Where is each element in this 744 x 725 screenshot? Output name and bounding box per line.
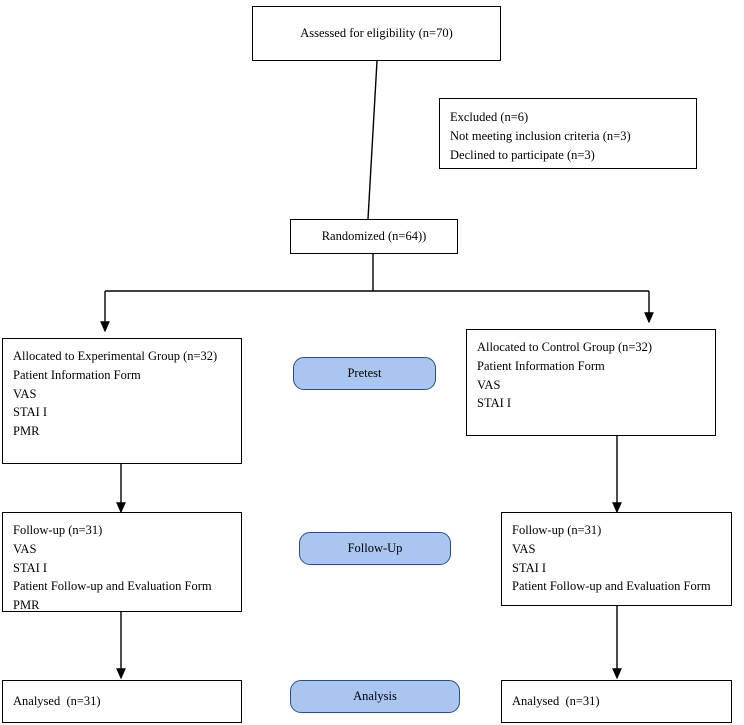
node-experimental-followup-line-0: Follow-up (n=31)	[13, 523, 103, 537]
node-experimental-allocation-line-2: VAS	[13, 386, 37, 401]
stage-pretest-label: Pretest	[347, 366, 382, 380]
node-excluded-line-1: Not meeting inclusion criteria (n=3)	[450, 128, 631, 143]
node-control-followup	[501, 512, 732, 606]
node-excluded-line-2: Declined to participate (n=3)	[450, 147, 595, 162]
node-experimental-allocation-line-0: Allocated to Experimental Group (n=32)	[13, 349, 218, 363]
node-control-followup-line-2: STAI I	[512, 560, 547, 575]
node-assessed	[252, 6, 501, 61]
stage-analysis-label: Analysis	[353, 689, 397, 703]
stage-followup-label: Follow-Up	[347, 541, 403, 555]
node-control-followup-line-1: VAS	[512, 541, 536, 556]
node-randomized-line-0: Randomized (n=64))	[321, 229, 427, 244]
node-control-allocation-line-0: Allocated to Control Group (n=32)	[477, 340, 653, 354]
node-experimental-followup-line-1: VAS	[13, 541, 37, 556]
node-experimental-allocation-line-1: Patient Information Form	[13, 367, 141, 382]
node-assessed-line-0: Assessed for eligibility (n=70)	[300, 26, 453, 41]
node-control-analysis-line-0: Analysed (n=31)	[512, 694, 600, 709]
node-control-allocation-line-2: VAS	[477, 377, 501, 392]
stage-analysis	[290, 680, 460, 713]
node-control-allocation	[466, 329, 716, 436]
node-control-allocation-line-1: Patient Information Form	[477, 358, 605, 373]
stage-followup	[299, 532, 451, 565]
node-experimental-followup-line-2: STAI I	[13, 560, 48, 575]
node-experimental-allocation-line-3: STAI I	[13, 405, 48, 420]
node-excluded-line-0: Excluded (n=6)	[450, 110, 529, 124]
node-control-followup-line-3: Patient Follow-up and Evaluation Form	[512, 579, 711, 594]
node-experimental-followup-line-3: Patient Follow-up and Evaluation Form	[13, 579, 212, 594]
node-control-followup-line-0: Follow-up (n=31)	[512, 523, 602, 537]
node-experimental-allocation-line-4: PMR	[13, 424, 40, 438]
node-experimental-followup-line-4: PMR	[13, 598, 40, 612]
node-experimental-followup	[2, 512, 242, 612]
node-excluded	[439, 98, 697, 169]
node-experimental-analysis	[2, 680, 242, 723]
stage-pretest	[293, 357, 436, 390]
node-control-analysis	[501, 680, 732, 723]
node-control-allocation-line-3: STAI I	[477, 396, 512, 411]
node-randomized	[290, 219, 458, 254]
node-experimental-allocation	[2, 338, 242, 464]
node-experimental-analysis-line-0: Analysed (n=31)	[13, 694, 101, 709]
